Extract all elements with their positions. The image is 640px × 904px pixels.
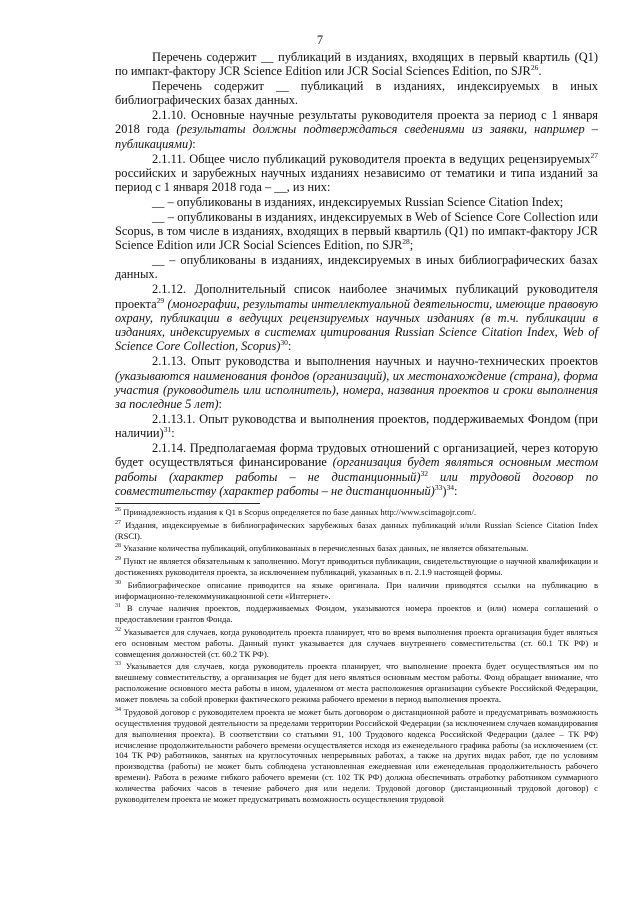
footnote-28: $^{28}$ Указание количества публикаций, опубликованных в перечисленных базах данных, не является обязательным. bbox=[115, 543, 529, 554]
footnotes bbox=[115, 507, 598, 807]
paragraph-wos-scopus: __ – опубликованы в изданиях, индексируемых в Web of Science Core Collection или Scopus, в том числе в изданиях, входящих в первый квартиль (Q1) по импакт-фактору JCR Science Edition или JCR Social Sciences Edition, по SJR$^{28}$; bbox=[115, 209, 598, 253]
footnote-ref-31: 31 bbox=[163, 425, 172, 435]
paragraph-other-db: __ – опубликованы в изданиях, индексируемых в иных библиографических базах данных. bbox=[115, 253, 598, 282]
footnote-30: $^{30}$ Библиографическое описание приводится на языке оригинала. При наличии приводятся ссылки на публикацию в информационно-телекоммуникационной сети «Интернет». bbox=[115, 579, 598, 601]
page-number: 7 bbox=[316, 33, 324, 47]
footnote-ref-27: 27 bbox=[590, 150, 598, 160]
paragraph-2-1-10: 2.1.10. Основные научные результаты руководителя проекта за период с 1 января 2018 года (результаты должны подтверждаться сведениями из заявки, например – публикациями): bbox=[115, 108, 598, 151]
paragraph-rsci: __ – опубликованы в изданиях, индексируемых Russian Science Citation Index; bbox=[152, 194, 564, 209]
footnote-27: $^{27}$ Издания, индексируемые в библиографических зарубежных базах данных публикаций и/или Russian Science Citation Index (RSCI). bbox=[115, 519, 598, 541]
footnote-ref-26: 26 bbox=[530, 63, 539, 73]
footnote-34: $^{34}$ Трудовой договор с руководителем проекта не может быть договором о дистанционной работе и предусматривать возможность осуществления трудовой деятельности за пределами территории Российской Федерации (за исключением случаев командирования для выполнения проекта). В соответствии со статьями 91, 100 Трудового кодекса Российской Федерации (далее – ТК РФ) исчисление продолжительности рабочего времени осуществляется исходя из еженедельного графика работы (за исключением (ст. 104 ТК РФ) работников, занятых на круглосуточных непрерывных работах, а также на других видах работ, где по условиям производства (работы) не может быть соблюдена установленная ежедневная или еженедельная продолжительность рабочего времени). Работа в режиме гибкого рабочего времени (ст. 102 ТК РФ) должна обеспечивать отработку работником суммарного количества рабочих часов в течение рабочего дня или недели. Трудовой договор (дистанционный трудовой договор) с руководителем проекта не может предусматривать возможность осуществления трудовой bbox=[115, 706, 598, 805]
footnote-29: $^{29}$ Пункт не является обязательным к заполнению. Могут приводиться публикации, свидетельствующие о научной квалификации и достижениях руководителя проекта, за исключением публикаций, указанных в п. 2.1.9 настоящей формы. bbox=[115, 556, 598, 577]
footnote-26: $^{26}$ Принадлежность издания к Q1 в Scopus определяется по базе данных http://www.scimagojr.com/. bbox=[115, 507, 477, 517]
footnote-ref-30: 30 bbox=[280, 338, 288, 348]
footnote-separator bbox=[115, 503, 260, 504]
footnote-ref-28: 28 bbox=[402, 237, 410, 247]
paragraph-2-1-12: 2.1.12. Дополнительный список наиболее значимых публикаций руководителя проекта$^{29}$ (монографии, результаты интеллектуальной деятельности, имеющие правовую охрану, публикации в ведущих рецензируемых научных изданиях (в т.ч. публикации в изданиях, индексируемых в системах цитирования Russian Science Citation Index, Web of Science Core Collection, Scopus)$^{30}$: bbox=[115, 282, 598, 354]
footnote-ref-33: 33 bbox=[434, 482, 443, 492]
paragraph-2-1-13: 2.1.13. Опыт руководства и выполнения научных и научно-технических проектов (указываются наименования фондов (организаций), их местонахождение (страна), форма участия (руководитель или исполнитель), номера, названия проектов и сроки выполнения за последние 5 лет): bbox=[115, 354, 598, 412]
paragraph-2-1-13-1: 2.1.13.1. Опыт руководства и выполнения проектов, поддерживаемых Фондом (при наличии)$^{31}$: bbox=[115, 411, 598, 441]
paragraph-2-1-11: 2.1.11. Общее число публикаций руководителя проекта в ведущих рецензируемых$^{27}$ российских и зарубежных научных изданиях независимо от тематики и типа изданий за период с 1 января 2018 года – __, из них: bbox=[115, 150, 598, 195]
main-text bbox=[115, 50, 598, 499]
paragraph-q1-count: Перечень содержит __ публикаций в изданиях, входящих в первый квартиль (Q1) по импакт-фактору JCR Science Edition или JCR Social Sciences Edition, по SJR$^{26}$. bbox=[115, 50, 598, 79]
paragraph-other-db-count: Перечень содержит __ публикаций в изданиях, индексируемых в иных библиографических базах данных. bbox=[115, 79, 598, 108]
paragraph-2-1-14: 2.1.14. Предполагаемая форма трудовых отношений с организацией, через которую будет осуществляться финансирование (организация будет являться основным местом работы (характер работы – не дистанционный)$^{32}$ или трудовой договор по совместительству (характер работы – не дистанционный)$^{33}$)$^{34}$: bbox=[115, 441, 599, 498]
footnote-ref-29: 29 bbox=[156, 295, 165, 305]
footnote-ref-34: 34 bbox=[446, 482, 454, 492]
footnote-ref-32: 32 bbox=[420, 468, 428, 478]
footnote-33: $^{33}$ Указывается для случаев, когда руководитель проекта планирует, что выполнение проекта будет осуществляться им по внешнему совместительству, а организация не будет для него являться основным местом работы. Фонд обращает внимание, что расположение основного места работы в ином, удаленном от места расположения организации субъекте Российской Федерации, может повлечь за собой проверки фактического режима рабочего времени в период выполнения проекта. bbox=[115, 661, 598, 705]
footnote-32: $^{32}$ Указывается для случаев, когда руководитель проекта планирует, что во время выполнения проекта организация будет являться его основным местом работы. Данный пункт указывается для случаев внутреннего совместительства (ст. 60.1 ТК РФ) и совмещения должностей (ст. 60.2 ТК РФ). bbox=[115, 626, 598, 659]
footnote-31: $^{31}$ В случае наличия проектов, поддерживаемых Фондом, указываются номера проектов и (или) номера соглашений о предоставлении грантов Фонда. bbox=[115, 603, 598, 625]
